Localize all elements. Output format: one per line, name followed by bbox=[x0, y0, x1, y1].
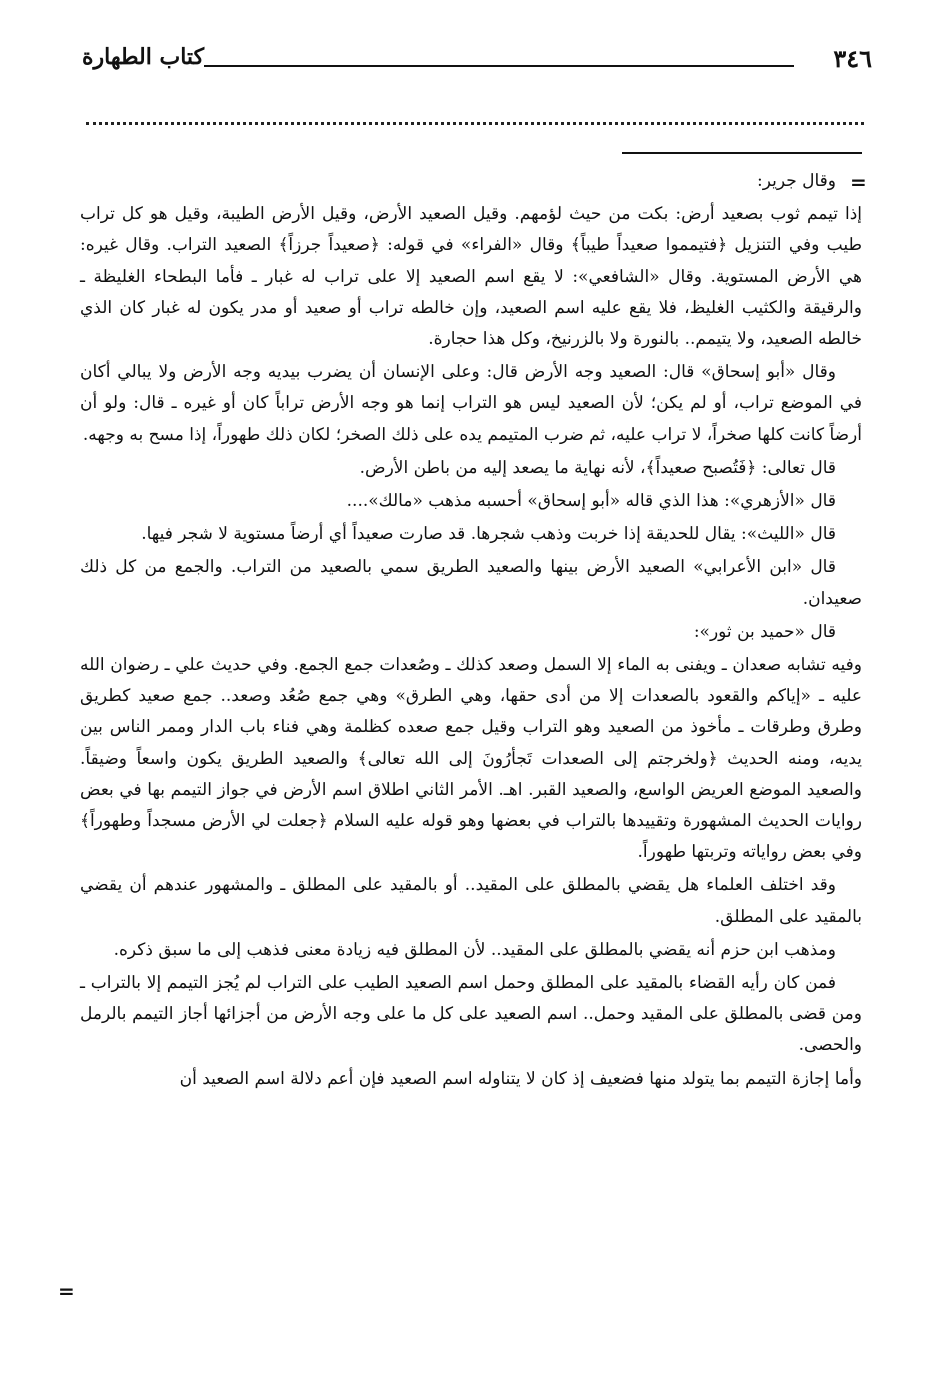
paragraph-abu-ishaq: وقال «أبو إسحاق» قال: الصعيد وجه الأرض قال: وعلى الإنسان أن يضرب بيديه وجه الأرض ولا يبالي أكان في الموضع تراب، أو لم يكن؛ لأن الصعيد ليس هو التراب إنما هو وجه الأرض تراباً كان أو غيره ـ قال: ولو أن أرضاً كانت كلها صخراً، لا تراب عليه، ثم ضرب المتيمم يده على ذلك الصخر؛ لكان ذلك طهوراً، إذا مسح به وجهه. bbox=[80, 362, 862, 445]
page-header bbox=[82, 44, 872, 80]
paragraph-ibn-arabi: قال «ابن الأعرابي» الصعيد الأرض بينها والصعيد الطريق سمي بالصعيد من التراب. والجمع من كل ذلك صعيدان. bbox=[80, 557, 862, 609]
paragraph-ibn-hazm: ومذهب ابن حزم أنه يقضي بالمطلق على المقيد.. لأن المطلق فيه زيادة معنى فذهب إلى ما سبق ذكره. bbox=[113, 939, 836, 960]
header-rule bbox=[204, 65, 794, 67]
paragraph-jarir: وقال جرير: bbox=[757, 171, 836, 191]
paragraph-quran-verse: قال تعالى: ﴿فَتُصبح صعيداً﴾، لأنه نهاية ما يصعد إليه من باطن الأرض. bbox=[359, 457, 836, 478]
dotted-separator bbox=[86, 108, 864, 125]
paragraph-ijaza: وأما إجازة التيمم بما يتولد منها فضعيف إذ كان لا يتناوله اسم الصعيد فإن أعم دلالة اسم الصعيد أن bbox=[179, 1068, 862, 1089]
paragraph-humaid: قال «حميد بن ثور»: bbox=[693, 621, 836, 642]
paragraph-ulama-disagreement: وقد اختلف العلماء هل يقضي بالمطلق على المقيد.. أو بالمقيد على المطلق ـ والمشهور عندهم أن يقضي بالمقيد على المطلق. bbox=[80, 875, 862, 927]
paragraph-qada: فمن كان رأيه القضاء بالمقيد على المطلق وحمل اسم الصعيد الطيب على التراب لم يُجز التيمم إلا بالتراب ـ ومن قضى بالمطلق على المقيد وحمل.. اسم الصعيد على كل ما على وجه الأرض من أجزائها أجاز التيمم بالرمل والحصى. bbox=[80, 973, 862, 1056]
footnote-rule bbox=[622, 152, 862, 154]
footnote-body bbox=[80, 166, 862, 1097]
paragraph-suadat: وفيه تشابه صعدان ـ ويفنى به الماء إلا السمل وصعد كذلك ـ وصُعدات جمع الجمع. وفي حديث علي ـ رضوان الله عليه ـ «إياكم والقعود بالصعدات إلا من أدى حقها، وهي الطرق» وهي جمع صُعُد وصعد.. جمع صعيد كطريق وطرق وطرقات ـ مأخوذ من الصعيد وهو التراب وقيل جمع صعده كظلمة وهي فناء باب الدار وممر الناس بين يديه، ومنه الحديث ﴿ولخرجتم إلى الصعدات تَجأرُونَ إلى الله تعالى﴾ والصعيد الطريق يكون واسعاً وضيقاً. والصعيد الموضع العريض الواسع، والصعيد القبر. اهـ. الأمر الثاني اطلاق اسم الأرض في جواز التيمم بها في بعض روايات الحديث المشهورة وتقييدها بالتراب في بعضها وهو قوله عليه السلام ﴿جعلت لي الأرض مسجداً وطهوراً﴾ وفي بعض رواياته وتربتها طهوراً. bbox=[80, 655, 862, 863]
page-number: ٣٤٦ bbox=[833, 44, 872, 73]
paragraph-saeed-definition: إذا تيمم ثوب بصعيد أرض: بكت من حيث لؤمهم. وقيل الصعيد الأرض، وقيل الأرض الطيبة، وقيل هو كل تراب طيب وفي التنزيل ﴿فتيمموا صعيداً طيباً﴾ وقال «الفراء» في قوله: ﴿صعيداً جرزاً﴾ الصعيد التراب. وقال غيره: هي الأرض المستوية. وقال «الشافعي»: لا يقع اسم الصعيد إلا على تراب له غبار ـ فأما البطحاء الغليظة ـ والرقيقة والكثيب الغليظ، فلا يقع عليه اسم الصعيد، وإن خالطه تراب أو صعيد أو مدر يكون له غبار كان الذي خالطه الصعيد، ولا يتيمم.. بالنورة ولا بالزرنيخ، وكل هذا حجارة. bbox=[80, 204, 862, 350]
continuation-mark-bottom: = bbox=[58, 1279, 75, 1303]
book-title: كتاب الطهارة bbox=[82, 44, 205, 70]
paragraph-azhari: قال «الأزهري»: هذا الذي قاله «أبو إسحاق» أحسبه مذهب «مالك».... bbox=[346, 491, 836, 512]
continuation-mark-top: = bbox=[850, 170, 867, 194]
paragraph-laith: قال «الليث»: يقال للحديقة إذا خربت وذهب شجرها. قد صارت صعيداً أي أرضاً مستوية لا شجر فيها. bbox=[141, 524, 836, 545]
